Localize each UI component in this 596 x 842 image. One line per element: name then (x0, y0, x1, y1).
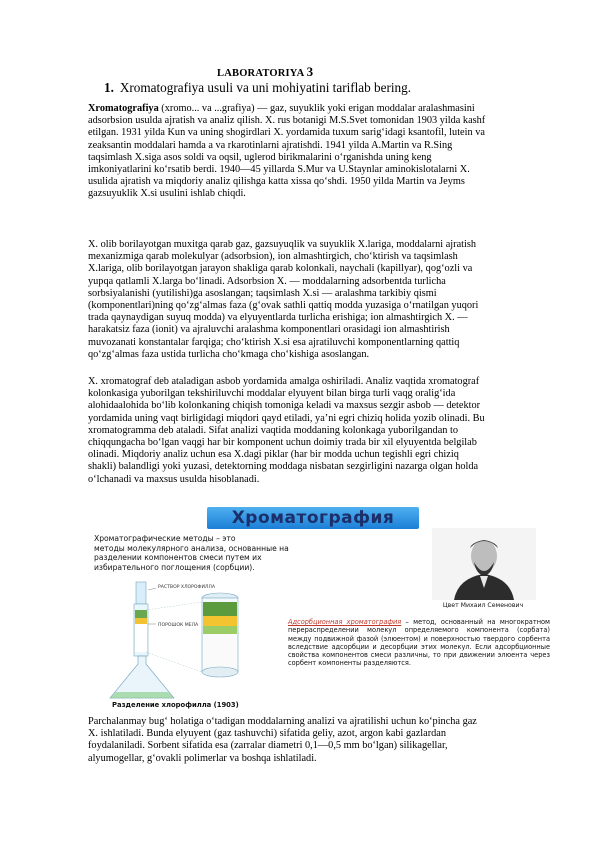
portrait-caption: Цвет Михаил Семенович (442, 602, 524, 609)
paragraph-intro-text: (xromo... va ...grafiya) — gaz, suyuklik yoki erigan moddalar aralashmasini adsorbsion usulda ajratish va analiz qilish. X. rus botanigi M.S.Svet tomonidan 1903 yilda kashf etilgan. 1931 yilda Kun va uning shogirdlari X. yordamida tuxum sarig‘idagi ksantofil, lutein va zeaksantin moddalari hamda a va rkarotinlarni ajratishdi. 1941 yilda A.Martin va R.Sing taqsimlash X.siga asos soldi va oqsil, uglerod birikmalarini o‘rganishda uning keng imkoniyatlarini ko‘rsatib berdi. 1940—45 yillarda S.Mur va U.Staynlar aminokislotalarni X. usulida ajratish va miqdoriy analiz qilishga katta xissa qo‘shdi. 1950 yilda Martin va Jeyms gazsuyuklik X.si usulini ishlab chiqdi. (88, 103, 486, 200)
paragraph-gas-chromatography: Parchalanmay bug‘ holatiga o‘tadigan moddalarning analizi va ajratilishi uchun ko‘pincha gaz X. ishlatiladi. Bunda elyuyent (gaz tashuvchi) sifatida geliy, azot, argon kabi gazlardan foydalaniladi. Sorbent sifatida esa (zarralar diametri 0,1—0,5 mm bo‘lgan) silikagellar, alyumogellar, g‘ovakli polimerlar va boshqa ishlatiladi. (88, 716, 477, 764)
lab-number: 3 (306, 64, 314, 79)
figure-intro-body: Хроматографические методы – это методы молекулярного анализа, основанные на разделении компонентов смеси путем их избирательного поглощения (сорбции). (94, 534, 289, 572)
term-xromatografiya: Xromatografiya (88, 103, 159, 114)
paragraph-types: X. olib borilayotgan muxitga qarab gaz, gazsuyuqlik va suyuklik X.lariga, moddalarni ajratish mexanizmiga qarab molekulyar (adsorbsion), ion almashtirgich, cho‘ktirish va taqsimlash X.lariga, olib borilayotgan jarayon shakliga qarab kolonkali, naychali (kapillyar), qog‘ozli va yupqa qatlamli X.larga bo‘linadi. Adsorbsion X. — moddalarning adsorbentda turlicha sorbsiyalanishi (yutilishi)ga asoslangan; taqsimlash X.si — aralashma tarkibiy qismi (komponentlari)ning qo‘zg‘almas faza (g‘ovak sathli qattiq modda yuzasiga o‘rnatilgan yuqori trada qaynaydigan suyuq modda) va elyuyentlarda turlicha erishiga; ion almashtirgich X. — harakatsiz faza (ionit) va ajraluvchi aralashma komponentlari orasidagi ion almashtirish muvozanati konstantalar farqiga; cho‘ktirish X.si esa ajratiluvchi komponentlarning qattiq qo‘zg‘almas faza ustida turlicha cho‘kmaga cho‘kishiga asoslangan. (88, 239, 479, 360)
task-text: Xromatografiya usuli va uni mohiyatini tariflab bering. (119, 80, 412, 95)
task-number: 1. (104, 80, 114, 95)
apparatus-caption: Разделение хлорофилла (1903) (112, 701, 239, 709)
lab-title (217, 64, 313, 80)
figure-banner: Хроматография (207, 507, 419, 529)
task-heading (104, 80, 411, 96)
column-apparatus-illustration (100, 580, 310, 702)
lab-title-text: LABORATORIYA (217, 68, 304, 79)
paragraph-intro (88, 103, 556, 201)
chromatography-figure (92, 504, 556, 712)
portrait-image (432, 528, 536, 600)
figure-intro-text (94, 534, 394, 572)
definition-text: – метод, основанный на многократном перераспределении молекул определяемого компонента (сорбата) между подвижной фазой (элюентом) и поверхностью твердого сорбента вследствие адсорбции и десорбции этих молекул. Если адсорбционные свойства компонентов смеси различны, то при движении элюента через сорбент компоненты разделяются. (288, 618, 551, 668)
label-chalk: ПОРОШОК МЕЛА (158, 623, 199, 628)
paragraph-analysis: X. xromatograf deb ataladigan asbob yordamida amalga oshiriladi. Analiz vaqtida xromatograf kolonkasiga yuborilgan tekshiriluvchi moddalar elyuyent bilan birga turli vaqg oralig‘ida alohidaalohida bo‘lib kolonkaning chiqish tomoniga keladi va maxsus sezgir asbob — detektor yordamida uning vaqt birligidagi miqdori qayd etiladi, ya’ni egri chiziq holida yozib olinadi. Bu xromatogramma deb ataladi. Sifat analizi vaqtida moddaning kolonkaga yuborilgandan to chiqqungacha bo‘lgan vaqgi har bir komponent uchun doimiy trada bir xil elyuyentda belgilab olinadi. Miqdoriy analiz uchun esa X.dagi piklar (har bir modda uchun tegishli egri chiziq shakli) balandligi yoki yuzasi, detektorning moddaga nisbatan sezgirligini nazarga olgan holda o‘lchanadi va maxsus usulda hisoblanadi. (88, 376, 485, 485)
label-solution: РАСТВОР ХЛОРОФИЛЛА (158, 585, 215, 590)
definition-term: Адсорбционная хроматография (288, 618, 402, 626)
adsorption-definition (288, 618, 550, 668)
